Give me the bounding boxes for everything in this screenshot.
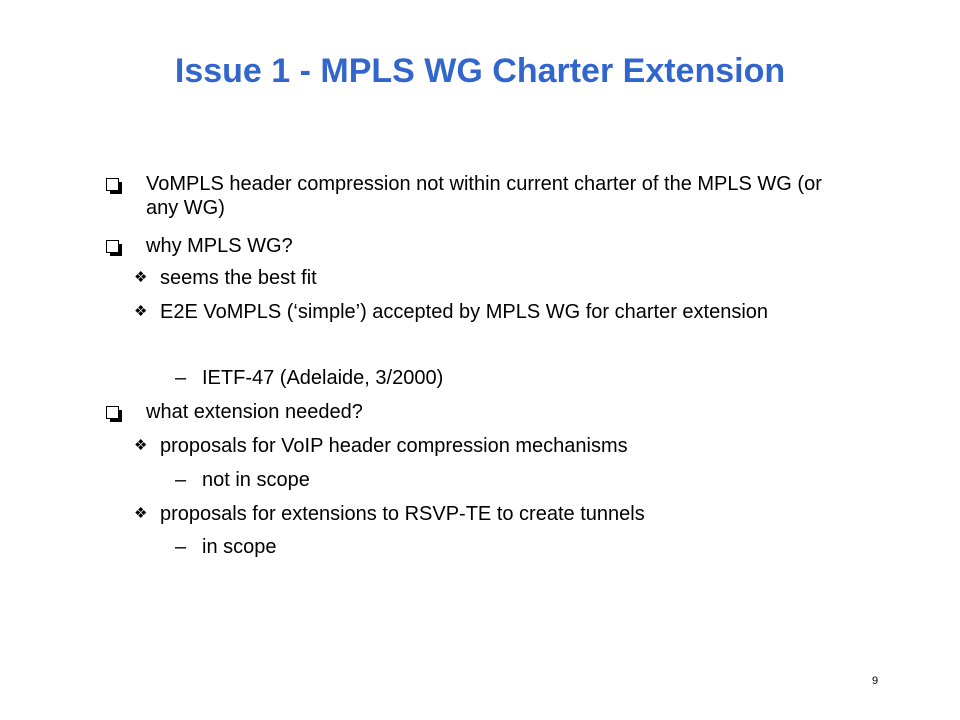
bullet-item-level1 [106,172,826,220]
four-diamond-bullet-icon: ❖ [134,269,148,286]
bullet-text: E2E VoMPLS (‘simple’) accepted by MPLS WG for charter extension [160,301,769,323]
dash-bullet: – [175,536,187,558]
bullet-item-level2 [134,300,814,324]
bullet-item-level1 [106,400,826,424]
bullet-text: in scope [202,536,277,558]
page-number: 9 [872,675,879,687]
dash-bullet: – [175,469,187,491]
four-diamond-bullet-icon: ❖ [134,505,148,522]
bullet-text: IETF-47 (Adelaide, 3/2000) [202,367,444,389]
square-bullet-icon [106,172,132,197]
square-bullet-icon [106,400,132,425]
bullet-text: what extension needed? [146,401,363,423]
bullet-item-level3 [175,468,775,492]
slide-title: Issue 1 - MPLS WG Charter Extension [174,52,786,90]
four-diamond-bullet-icon: ❖ [134,437,148,454]
bullet-text: VoMPLS header compression not within current charter of the MPLS WG (or any WG) [146,173,822,219]
bullet-text: seems the best fit [160,267,317,289]
bullet-text: why MPLS WG? [146,235,293,257]
bullet-item-level2 [134,266,814,290]
bullet-item-level3 [175,535,775,559]
four-diamond-bullet-icon: ❖ [134,303,148,320]
bullet-item-level3 [175,366,775,390]
bullet-item-level2 [134,434,814,458]
bullet-text: not in scope [202,469,310,491]
bullet-text: proposals for VoIP header compression mechanisms [160,435,628,457]
square-bullet-icon [106,234,132,259]
bullet-text: proposals for extensions to RSVP-TE to create tunnels [160,503,645,525]
bullet-item-level2 [134,502,814,526]
dash-bullet: – [175,367,187,389]
bullet-item-level1 [106,234,826,258]
